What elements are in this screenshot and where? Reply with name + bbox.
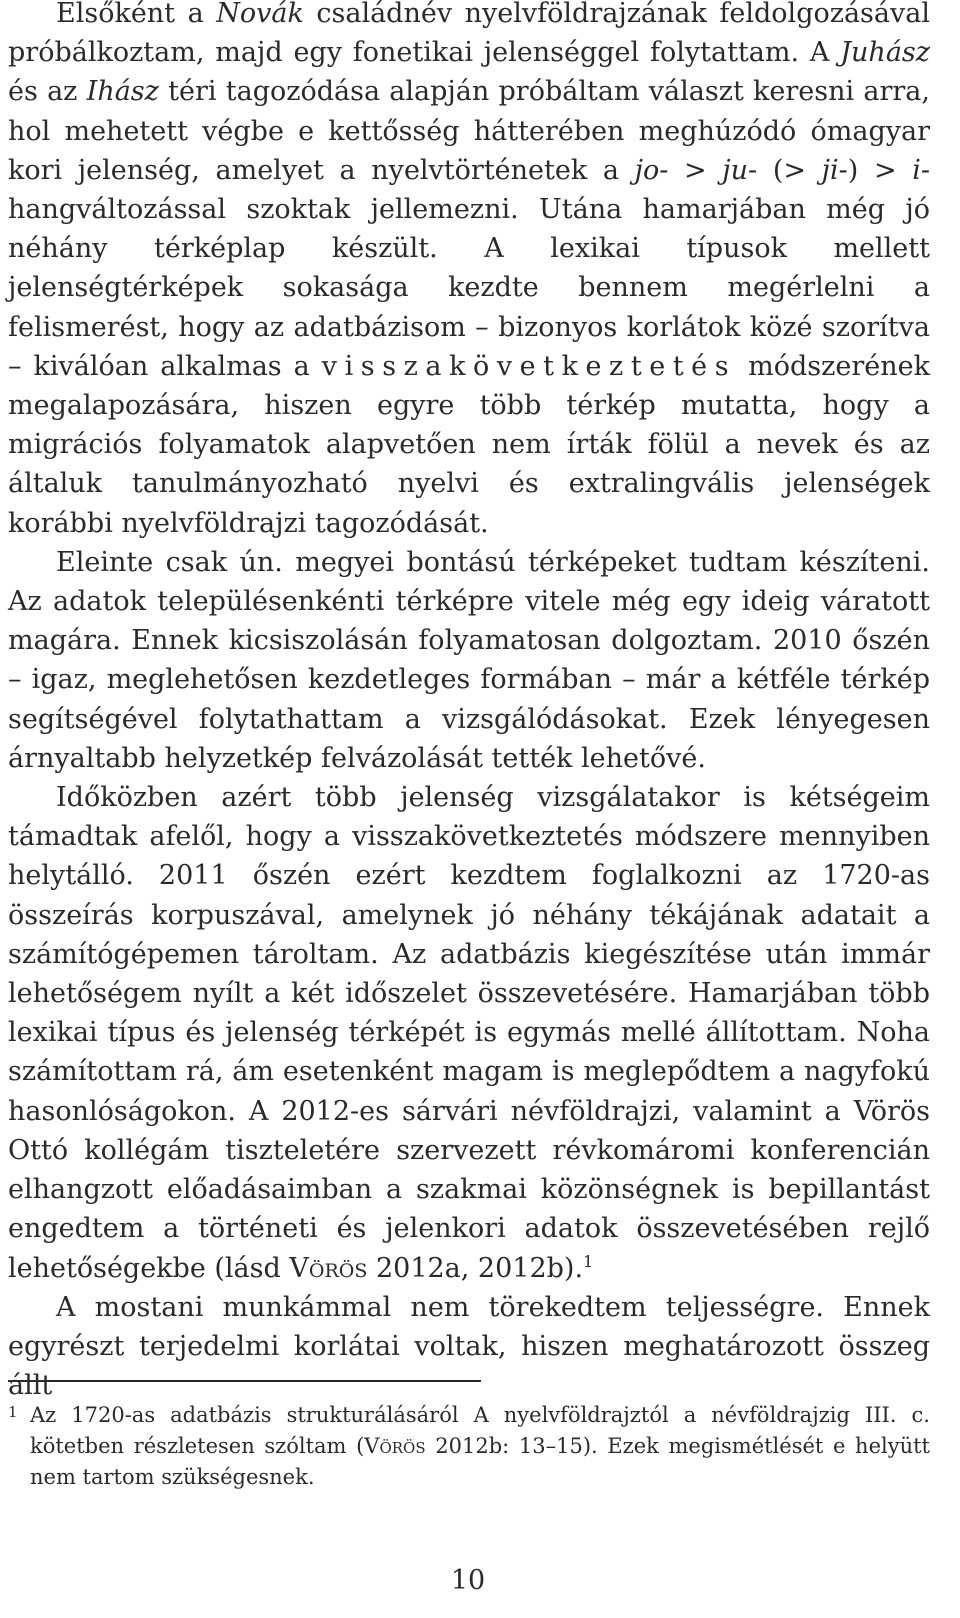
text-segment: ju-: [722, 154, 758, 186]
text-segment: Vörös: [364, 1434, 426, 1458]
body-text: [8, 0, 930, 1405]
text-segment: 2012b: 13–15). Ezek megismétlését e helyütt nem tartom szükségesnek.: [30, 1434, 930, 1489]
footnote-text: [30, 1403, 930, 1489]
text-segment: módszerének megalapozására, hiszen egyre több térkép mutatta, hogy a migrációs folyamatok alapvetően nem írták fölül a nevek és az általuk tanulmányozható nyelvi és extralingvális jelenségek korábbi nyelvföldrajzi tagozódását.: [8, 350, 930, 539]
text-segment: Vörös: [289, 1252, 368, 1284]
text-segment: Eleinte csak ún. megyei bontású térképeket tudtam készíteni. Az adatok településenkénti térképre vitele még egy ideig váratott magára. Ennek kicsiszolásán folyamatosan dolgoztam. 2010 őszén – igaz, meglehetősen kezdetleges formában – már a kétféle térkép segítségével folytathattam a vizsgálódásokat. Ezek lényegesen árnyaltabb helyzetkép felvázolását tették lehetővé.: [8, 546, 930, 774]
text-segment: visszakövetkeztetés: [321, 350, 737, 382]
footnote-ref: 1: [583, 1251, 594, 1271]
text-segment: és az: [8, 76, 87, 108]
footnote-rule: [8, 1380, 481, 1382]
text-segment: Időközben azért több jelenség vizsgálatakor is kétségeim támadtak afelől, hogy a visszakövetkeztetés módszere mennyiben helytálló. 2011 őszén ezért kezdtem foglalkozni az 1720-as összeírás korpuszával, amelynek jó néhány tékájának adatait a számítógépemen tároltam. Az adatbázis kiegészítése után immár lehetőségem nyílt a két időszelet összevetésére. Hamarjában több lexikai típus és jelenség térképét is egymás mellé állítottam. Noha számítottam rá, ám esetenként magam is meglepődtem a nagyfokú hasonlóságokon. A 2012-es sárvári névföldrajzi, valamint a Vörös Ottó kollégám tiszteletére szervezett révkomáromi konferencián elhangzott előadásaimban a szakmai közönségnek is bepillantást engedtem a történeti és jelenkori adatok összevetésében rejlő lehetőségekbe (lásd: [8, 782, 930, 1284]
text-segment: (>: [757, 154, 822, 186]
text-segment: Juhász: [840, 37, 930, 69]
text-segment: Ihász: [86, 76, 159, 108]
text-segment: ji-: [821, 154, 848, 186]
text-segment: Az 1720-as adatbázis strukturálásáról A nyelvföldrajztól a névföldrajzig III. c. kötetben részletesen szóltam (: [30, 1403, 930, 1458]
footnote: [8, 1400, 930, 1493]
text-segment: Elsőként a: [56, 0, 217, 29]
paragraph-1: [8, 0, 930, 543]
text-segment: családnév nyelvföldrajzának feldolgozásával próbálkoztam, majd egy fonetikai jelenséggel folytattam. A: [8, 0, 930, 69]
paragraph-3: [8, 778, 930, 1288]
page-number: 10: [450, 1565, 486, 1596]
text-segment: hangváltozással szoktak jellemezni. Utána hamarjában még jó néhány térképlap készült. A lexikai típusok mellett jelenségtérképek sokasága kezdte bennem megérlelni a felismerést, hogy az adatbázisom – bizonyos korlátok közé szorítva – kiválóan alkalmas a: [8, 194, 930, 382]
paragraph-2: [8, 543, 930, 778]
text-segment: Novák: [216, 0, 304, 29]
text-segment: 2012a, 2012b).: [367, 1252, 584, 1284]
text-segment: ) >: [847, 154, 913, 186]
text-segment: téri tagozódása alapján próbáltam választ keresni arra, hol mehetett végbe e kettősség hátterében meghúzódó ómagyar kori jelenség, amelyet a nyelvtörténetek a: [8, 76, 930, 186]
text-segment: i-: [912, 154, 930, 186]
text-segment: jo-: [634, 154, 669, 186]
footnote-number: 1: [8, 1403, 18, 1421]
text-segment: A mostani munkámmal nem törekedtem teljességre. Ennek egyrészt terjedelmi korlátai voltak, hiszen meghatározott összeg állt: [8, 1291, 930, 1402]
text-segment: >: [668, 154, 723, 186]
paragraph-4: [8, 1288, 930, 1406]
